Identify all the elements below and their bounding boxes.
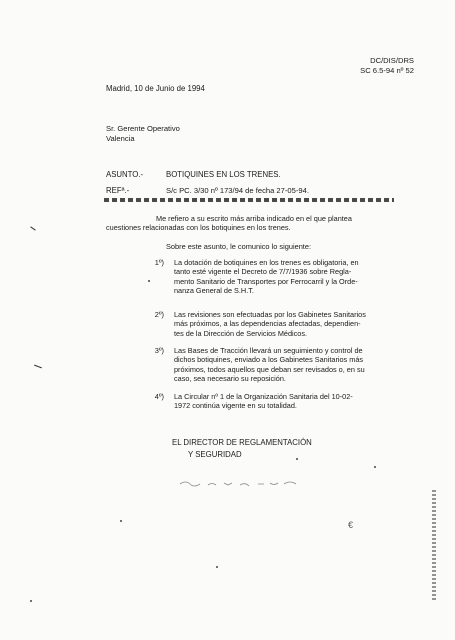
- item-3-line: dichos botiquines, enviado a los Gabinetes Sanitarios más: [174, 355, 364, 365]
- letter-date: Madrid, 10 de Junio de 1994: [106, 84, 205, 93]
- item-1-line: tanto esté vigente el Decreto de 7/7/1936 sobre Regla-: [174, 267, 352, 277]
- item-number-2: 2º): [154, 310, 164, 319]
- item-3-line: caso, sea necesario su reposición.: [174, 373, 286, 383]
- signature-scrawl: [178, 476, 308, 490]
- reference-code-line1: DC/DIS/DRS: [370, 56, 414, 65]
- item-2-line: Las revisiones son efectuadas por los Gabinetes Sanitarios: [174, 310, 366, 319]
- recipient-block: [106, 124, 180, 144]
- scan-speck: [296, 458, 298, 460]
- item-3-line: próximos, todos aquellos que deban ser revisados o, en su: [174, 364, 365, 374]
- recipient-title: Sr. Gerente Operativo: [106, 124, 180, 133]
- intro-paragraph: [106, 214, 352, 233]
- subject-text: BOTIQUINES EN LOS TRENES.: [166, 170, 281, 179]
- reference-code: [332, 56, 414, 76]
- item-1-line: La dotación de botiquines en los trenes es obligatoria, en: [174, 258, 359, 267]
- item-text-2: [174, 310, 366, 338]
- item-number-4: 4º): [154, 392, 164, 401]
- item-1-line: mento Sanitario de Transportes por Ferrocarril y la Orde-: [174, 276, 358, 286]
- reference-label: REFª.-: [106, 186, 130, 195]
- item-text-3: [174, 346, 365, 383]
- item-2-line: más próximos, a las dependencias afectadas, dependien-: [174, 319, 361, 329]
- item-2-line: tes de la Dirección de Servicios Médicos.: [174, 328, 308, 338]
- item-number-3: 3º): [154, 346, 164, 355]
- scan-speck: [120, 520, 122, 522]
- sobre-line: Sobre este asunto, le comunico lo siguiente:: [166, 242, 312, 251]
- reference-code-line2: SC 6.5-94 nº 52: [360, 66, 414, 75]
- reference-text: S/c PC. 3/30 nº 173/94 de fecha 27-05-94.: [166, 186, 309, 195]
- intro-line-2: cuestiones relacionadas con los botiquines en los trenes.: [106, 223, 291, 233]
- scan-speck: [30, 600, 32, 602]
- stamp-mark: €: [348, 520, 354, 530]
- scan-edge-strip: [432, 490, 436, 600]
- scan-mark: [30, 226, 35, 230]
- signature-title-line2: Y SEGURIDAD: [188, 450, 242, 459]
- signature-title-line1: EL DIRECTOR DE REGLAMENTACIÓN: [172, 438, 312, 447]
- item-3-line: Las Bases de Tracción llevará un seguimiento y control de: [174, 346, 363, 355]
- dashed-separator: [104, 198, 394, 202]
- item-4-line: La Circular nº 1 de la Organización Sanitaria del 10-02-: [174, 392, 353, 401]
- item-text-4: [174, 392, 353, 411]
- scan-mark: [34, 365, 42, 369]
- recipient-city: Valencia: [106, 134, 135, 143]
- item-1-line: nanza General de S.H.T.: [174, 285, 254, 295]
- intro-line-1: Me refiero a su escrito más arriba indicado en el que plantea: [156, 214, 352, 223]
- scan-speck: [148, 280, 150, 282]
- scan-speck: [216, 566, 218, 568]
- item-4-line: 1972 continúa vigente en su totalidad.: [174, 401, 297, 411]
- item-text-1: [174, 258, 359, 295]
- subject-label: ASUNTO.-: [106, 170, 144, 179]
- scan-speck: [374, 466, 376, 468]
- item-number-1: 1º): [154, 258, 164, 267]
